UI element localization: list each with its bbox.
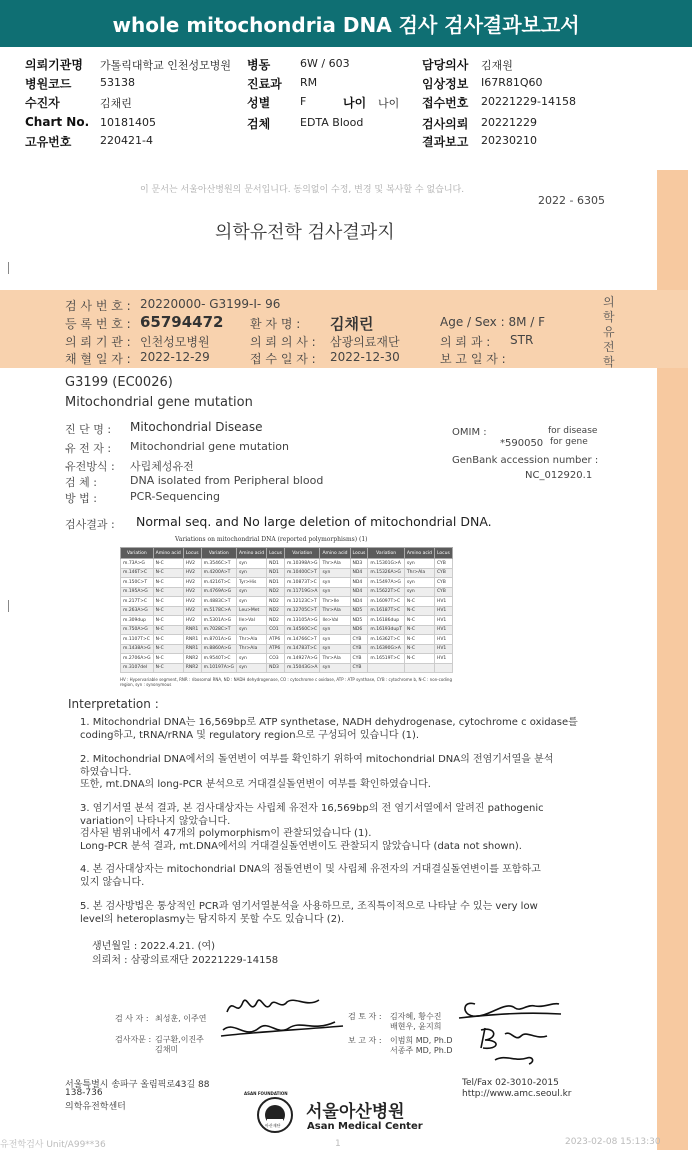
table-cell: N-C xyxy=(404,597,434,607)
interp-line: 4. 본 검사대상자는 mitochondrial DNA의 점돌연변이 및 사립체 유전자의 거대결실돌연변이를 포함하고 xyxy=(80,864,541,875)
table-cell: N-C xyxy=(153,663,183,673)
detail-inheritance-label: 유전방식 : xyxy=(65,460,115,473)
table-cell: m.4216T>C xyxy=(201,578,236,588)
value-doctor: 김재원 xyxy=(481,59,513,72)
table-cell: m.15043G>A xyxy=(284,663,319,673)
table-cell: ND1 xyxy=(267,578,285,588)
table-header-cell: Amino acid xyxy=(320,548,350,559)
table-cell: syn xyxy=(320,568,350,578)
table-cell: m.16186dup xyxy=(368,616,404,626)
interp-line: 있지 않습니다. xyxy=(80,876,145,888)
table-cell: ND2 xyxy=(267,587,285,597)
detail-specimen: DNA isolated from Peripheral blood xyxy=(130,474,324,487)
omim-disease: for disease xyxy=(548,426,598,436)
table-cell: m.10197A>G xyxy=(201,663,236,673)
label-age: 나이 xyxy=(343,96,367,110)
doctor-label: 의 뢰 의 사 : xyxy=(250,335,316,349)
table-header-cell: Variation xyxy=(121,548,154,559)
table-cell: Ile>Val xyxy=(320,616,350,626)
interp-line: 2. Mitochondrial DNA에서의 돌연변이 여부를 확인하기 위하여 mitochondrial DNA의 전염기서열을 분석 xyxy=(80,754,554,765)
table-cell: m.8701A>G xyxy=(201,635,236,645)
table-cell: HV2 xyxy=(183,578,201,588)
address-line-3: 의학유전학센터 xyxy=(65,1102,126,1112)
table-cell: CYB xyxy=(350,654,368,664)
table-cell: N-C xyxy=(153,578,183,588)
table-header-cell: Locus xyxy=(350,548,368,559)
interp-line: 또한, mt.DNA의 long-PCR 분석으로 거대결실돌연변이 여부를 확인하였습니다. xyxy=(80,779,431,790)
table-cell: syn xyxy=(320,625,350,635)
ward-label: 의 뢰 과 : xyxy=(440,335,491,349)
table-cell: N-C xyxy=(153,606,183,616)
table-cell: syn xyxy=(237,625,267,635)
label-institution: 의뢰기관명 xyxy=(25,58,83,72)
detail-diagnosis-label: 진 단 명 : xyxy=(65,423,112,436)
table-header-row xyxy=(121,548,453,559)
table-cell: m.750A>G xyxy=(121,625,154,635)
seal-inner-text: 아산재단 xyxy=(265,1123,281,1128)
omim-gene-no: *590050 xyxy=(500,438,544,449)
table-cell: ND4 xyxy=(350,597,368,607)
table-row xyxy=(121,559,453,569)
table-row xyxy=(121,587,453,597)
margin-mark-2 xyxy=(8,600,9,612)
table-cell: HV2 xyxy=(183,559,201,569)
asan-seal-icon xyxy=(250,1095,300,1135)
table-cell: ND6 xyxy=(350,625,368,635)
label-ward: 병동 xyxy=(247,58,271,72)
table-cell: N-C xyxy=(153,568,183,578)
table-cell: Ile>Val xyxy=(237,616,267,626)
table-header-cell: Locus xyxy=(434,548,452,559)
interp-line: Long-PCR 분석 결과, mt.DNA에서의 거대결실돌연변이도 관찰되지 않았습니다 (data not shown). xyxy=(80,840,522,852)
advisor-names-1: 김구환,이진주 xyxy=(155,1035,204,1044)
result-text: Normal seq. and No large deletion of mitochondrial DNA. xyxy=(136,514,492,529)
table-cell: ND3 xyxy=(267,663,285,673)
table-row xyxy=(121,578,453,588)
table-cell: m.4883C>T xyxy=(201,597,236,607)
table-cell: syn xyxy=(237,597,267,607)
table-cell: Tyr>His xyxy=(237,578,267,588)
table-cell: Thr>Ala xyxy=(320,559,350,569)
table-cell: ND4 xyxy=(350,578,368,588)
table-cell: m.146T>C xyxy=(121,568,154,578)
tester-signature xyxy=(215,990,350,1050)
table-cell: syn xyxy=(404,587,434,597)
banner-title: whole mitochondria DNA 검사 검사결과보고서 xyxy=(112,13,580,37)
test-code: G3199 (EC0026) xyxy=(65,375,173,390)
table-cell: N-C xyxy=(153,597,183,607)
interp-1 xyxy=(80,717,595,742)
seal-text: ASAN FOUNDATION xyxy=(244,1091,288,1096)
value-clinical-info: I67R81Q60 xyxy=(481,76,543,89)
age-sex: Age / Sex : 8M / F xyxy=(440,315,546,329)
table-cell: m.4769A>G xyxy=(201,587,236,597)
value-department: RM xyxy=(300,76,318,89)
tel-fax: Tel/Fax 02-3010-2015 xyxy=(462,1078,559,1088)
value-hospital-code: 53138 xyxy=(100,76,135,89)
table-cell: CYB xyxy=(350,644,368,654)
table-cell: m.14783T>C xyxy=(284,644,319,654)
table-row xyxy=(121,597,453,607)
table-cell: m.217T>C xyxy=(121,597,154,607)
table-cell: N-C xyxy=(404,635,434,645)
reg-no-label: 등 록 번 호 : xyxy=(65,317,131,331)
table-cell: HV2 xyxy=(183,616,201,626)
detail-inheritance: 사립체성유전 xyxy=(130,460,194,473)
table-cell: m.14560C>C xyxy=(284,625,319,635)
receipt-label: 접 수 일 자 : xyxy=(250,352,316,366)
table-cell: RNR2 xyxy=(183,663,201,673)
birth-date: 생년월일 : 2022.4.21. (여) xyxy=(92,941,216,952)
table-cell: Thr>Ala xyxy=(237,635,267,645)
hospital-name-kr: 서울아산병원 xyxy=(306,1102,405,1122)
table-row xyxy=(121,625,453,635)
table-cell: HV2 xyxy=(183,568,201,578)
table-cell: syn xyxy=(404,578,434,588)
table-cell: N-C xyxy=(153,625,183,635)
table-row xyxy=(121,616,453,626)
reporter-label: 보 고 자 : xyxy=(348,1036,382,1045)
reviewer-label: 검 토 자 : xyxy=(348,1012,382,1021)
patient-name-label: 환 자 명 : xyxy=(250,317,301,331)
collect-label: 채 혈 일 자 : xyxy=(65,352,131,366)
variation-table xyxy=(120,547,453,673)
reviewer-signature xyxy=(455,990,565,1070)
omim-gene: for gene xyxy=(550,437,588,447)
table-cell: m.12123C>T xyxy=(284,597,319,607)
label-department: 진료과 xyxy=(247,77,282,91)
label-report-date: 결과보고 xyxy=(422,135,469,149)
table-cell: N-C xyxy=(153,616,183,626)
table-row xyxy=(121,654,453,664)
table-cell: CO3 xyxy=(267,654,285,664)
table-row xyxy=(121,635,453,645)
table-cell: HV1 xyxy=(434,644,452,654)
report-banner xyxy=(0,0,692,47)
table-cell: m.150C>T xyxy=(121,578,154,588)
table-cell: m.16187T>C xyxy=(368,606,404,616)
interp-2 xyxy=(80,754,595,792)
detail-specimen-label: 검 체 : xyxy=(65,476,97,489)
table-cell: HV1 xyxy=(434,635,452,645)
footer-unit: 유전학검사 Unit/A99**36 xyxy=(0,1140,106,1150)
advisor-label: 검사자문 : xyxy=(115,1035,152,1044)
table-cell: N-C xyxy=(404,644,434,654)
document-title: 의학유전학 검사결과지 xyxy=(215,222,395,243)
value-chart-no: 10181405 xyxy=(100,116,156,129)
table-cell: N-C xyxy=(404,606,434,616)
table-cell: RNR1 xyxy=(183,635,201,645)
table-cell: m.10398A>G xyxy=(284,559,319,569)
table-cell: m.11719G>A xyxy=(284,587,319,597)
table-cell: m.10400C>T xyxy=(284,568,319,578)
table-header-cell: Variation xyxy=(284,548,319,559)
table-header-cell: Variation xyxy=(201,548,236,559)
value-patient: 김채린 xyxy=(100,97,132,110)
table-header-cell: Amino acid xyxy=(237,548,267,559)
table-cell: syn xyxy=(237,587,267,597)
interp-line: 검사된 범위내에서 47개의 polymorphism이 관찰되었습니다 (1). xyxy=(80,828,372,839)
table-cell: m.16097T>C xyxy=(368,597,404,607)
table-cell: RNR2 xyxy=(183,654,201,664)
address-line-1: 서울특별시 송파구 올림픽로43길 88 xyxy=(65,1080,210,1090)
table-cell: Leu>Met xyxy=(237,606,267,616)
table-cell: CYB xyxy=(434,568,452,578)
value-request-date: 20221229 xyxy=(481,116,537,129)
table-cell: m.9540T>C xyxy=(201,654,236,664)
form-number: 2022 - 6305 xyxy=(538,194,605,207)
interp-line: 1. Mitochondrial DNA는 16,569bp로 ATP synthetase, NADH dehydrogenase, cytochrome c oxidase를 xyxy=(80,717,578,728)
hospital-name-en: Asan Medical Center xyxy=(307,1121,423,1132)
table-cell: ND5 xyxy=(350,616,368,626)
label-receipt-no: 접수번호 xyxy=(422,96,469,110)
table-cell: CYB xyxy=(434,559,452,569)
tester-names: 최성훈, 이주연 xyxy=(155,1014,207,1023)
table-cell: m.16519T>C xyxy=(368,654,404,664)
table-cell: Thr>Ile xyxy=(320,597,350,607)
report-date-label: 보 고 일 자 : xyxy=(440,352,506,366)
table-cell: m.16390G>A xyxy=(368,644,404,654)
table-cell: HV1 xyxy=(434,597,452,607)
table-cell: m.15497A>G xyxy=(368,578,404,588)
table-cell: m.3107del xyxy=(121,663,154,673)
omim-label: OMIM : xyxy=(452,427,487,438)
table-cell: HV1 xyxy=(434,625,452,635)
table-cell: m.7028C>T xyxy=(201,625,236,635)
table-cell: ND1 xyxy=(267,559,285,569)
result-label: 검사결과 : xyxy=(65,518,115,531)
reporter-names-2: 서종주 MD, Ph.D xyxy=(390,1046,453,1055)
value-report-date: 20230210 xyxy=(481,134,537,147)
table-cell: m.5178C>A xyxy=(201,606,236,616)
table-cell: CO1 xyxy=(267,625,285,635)
table-cell: HV2 xyxy=(183,587,201,597)
table-cell: ATP6 xyxy=(267,635,285,645)
table-header-cell: Variation xyxy=(368,548,404,559)
receipt-date: 2022-12-30 xyxy=(330,350,400,364)
table-row xyxy=(121,644,453,654)
label-sex: 성별 xyxy=(247,96,271,110)
label-chart-no: Chart No. xyxy=(25,115,90,129)
detail-diagnosis: Mitochondrial Disease xyxy=(130,420,263,434)
detail-gene-label: 유 전 자 : xyxy=(65,442,112,455)
table-cell: HV2 xyxy=(183,597,201,607)
footer-timestamp: 2023-02-08 15:13:30 xyxy=(565,1137,661,1147)
table-cell: ND2 xyxy=(267,597,285,607)
table-cell: syn xyxy=(320,663,350,673)
table-header-cell: Amino acid xyxy=(153,548,183,559)
reviewer-names-2: 배현우, 윤지희 xyxy=(390,1022,442,1031)
margin-mark xyxy=(8,262,9,274)
institution: 인천성모병원 xyxy=(140,335,210,349)
table-footnote: HV : Hypervariable segment, RNR : ribosomal RNA, ND : NADH dehydrogenase, CO : cytochrome c oxidase, ATP : ATP synthase, CYB : cytochrome b, N-C : non-coding region, syn : synonymous xyxy=(120,677,452,687)
label-specimen: 검체 xyxy=(247,117,271,131)
interp-line: variation이 나타나지 않았습니다. xyxy=(80,815,231,827)
table-cell: N-C xyxy=(153,654,183,664)
value-sex: F xyxy=(300,95,307,108)
test-name: Mitochondrial gene mutation xyxy=(65,395,253,410)
table-cell: m.14927A>G xyxy=(284,654,319,664)
table-cell: CYB xyxy=(434,578,452,588)
table-cell: m.309dup xyxy=(121,616,154,626)
label-doctor: 담당의사 xyxy=(422,58,469,72)
table-cell: m.2706A>G xyxy=(121,654,154,664)
table-cell: syn xyxy=(320,635,350,645)
table-cell: m.4200A>T xyxy=(201,568,236,578)
reviewer-names-1: 김자혜, 황수진 xyxy=(390,1012,442,1021)
address-line-2: 138-736 xyxy=(65,1088,103,1098)
table-cell: N-C xyxy=(404,625,434,635)
table-row xyxy=(121,568,453,578)
label-request-date: 검사의뢰 xyxy=(422,117,469,131)
value-age: 나이 xyxy=(378,97,400,110)
table-cell: N-C xyxy=(153,644,183,654)
table-cell: Thr>Ala xyxy=(320,654,350,664)
collect-date: 2022-12-29 xyxy=(140,350,210,364)
table-cell: m.8860A>G xyxy=(201,644,236,654)
label-hospital-code: 병원코드 xyxy=(25,77,72,91)
doctor: 삼광의료재단 xyxy=(330,335,400,349)
tester-label: 검 사 자 : xyxy=(115,1014,149,1023)
advisor-names-2: 김채미 xyxy=(155,1045,179,1054)
table-cell: RNR1 xyxy=(183,625,201,635)
table-cell: ND2 xyxy=(267,606,285,616)
table-cell: ND4 xyxy=(350,587,368,597)
genbank-label: GenBank accession number : xyxy=(452,455,599,466)
ward: STR xyxy=(510,333,534,347)
table-caption: Variations on mitochondrial DNA (reported polymorphisms) (1) xyxy=(175,536,368,543)
detail-gene: Mitochondrial gene mutation xyxy=(130,440,289,453)
table-cell: HV1 xyxy=(434,654,452,664)
table-cell: syn xyxy=(320,644,350,654)
requester: 의뢰처 : 삼광의료재단 20221229-14158 xyxy=(92,955,279,966)
table-cell: syn xyxy=(237,663,267,673)
interp-line: 3. 염기서열 분석 결과, 본 검사대상자는 사립체 유전자 16,569bp의 전 염기서열에서 알려진 pathogenic xyxy=(80,803,544,814)
table-cell: HV2 xyxy=(183,606,201,616)
patient-name: 김채린 xyxy=(330,315,374,333)
table-row xyxy=(121,606,453,616)
institution-label: 의 뢰 기 관 : xyxy=(65,335,131,349)
table-cell: m.195A>G xyxy=(121,587,154,597)
footer-page: 1 xyxy=(335,1139,341,1149)
table-header-cell: Amino acid xyxy=(404,548,434,559)
table-cell: N-C xyxy=(153,635,183,645)
table-cell: m.10873T>C xyxy=(284,578,319,588)
table-cell: m.12705C>T xyxy=(284,606,319,616)
table-cell: m.15622T>C xyxy=(368,587,404,597)
table-cell xyxy=(404,663,434,673)
table-cell xyxy=(368,663,404,673)
label-unique-no: 고유번호 xyxy=(25,135,72,149)
interp-line: level의 heteroplasmy는 탐지하지 못할 수도 있습니다 (2). xyxy=(80,913,345,925)
table-cell: m.263A>G xyxy=(121,606,154,616)
detail-method-label: 방 법 : xyxy=(65,492,97,505)
interp-line: 하였습니다. xyxy=(80,766,132,778)
table-cell: syn xyxy=(320,587,350,597)
table-cell: m.1107T>C xyxy=(121,635,154,645)
interp-5 xyxy=(80,901,595,926)
table-cell: CYB xyxy=(350,663,368,673)
test-no: 20220000- G3199-I- 96 xyxy=(140,297,281,311)
table-cell: HV1 xyxy=(434,616,452,626)
reg-no: 65794472 xyxy=(140,313,224,331)
test-no-label: 검 사 번 호 : xyxy=(65,299,131,313)
table-cell: ND2 xyxy=(267,616,285,626)
interp-3 xyxy=(80,803,595,853)
table-cell: syn xyxy=(320,578,350,588)
reporter-names-1: 이범희 MD, Ph.D xyxy=(390,1036,453,1045)
table-cell: RNR1 xyxy=(183,644,201,654)
value-receipt-no: 20221229-14158 xyxy=(481,95,576,108)
label-clinical-info: 임상정보 xyxy=(422,77,469,91)
table-cell: m.73A>G xyxy=(121,559,154,569)
watermark-text: 이 문서는 서울아산병원의 문서입니다. 동의없이 수정, 변경 및 복사할 수 없습니다. xyxy=(140,185,465,195)
table-cell: m.1438A>G xyxy=(121,644,154,654)
table-cell: Thr>Ala xyxy=(320,606,350,616)
table-cell: m.13105A>G xyxy=(284,616,319,626)
table-cell: N-C xyxy=(404,616,434,626)
table-cell: syn xyxy=(237,654,267,664)
genbank-number: NC_012920.1 xyxy=(525,470,593,481)
detail-method: PCR-Sequencing xyxy=(130,490,220,503)
website-url: http://www.amc.seoul.kr xyxy=(462,1089,572,1099)
table-cell: N-C xyxy=(404,654,434,664)
table-header-cell: Locus xyxy=(183,548,201,559)
table-cell: HV1 xyxy=(434,606,452,616)
table-cell: N-C xyxy=(153,559,183,569)
value-institution: 가톨릭대학교 인천성모병원 xyxy=(100,59,232,72)
table-cell: m.16193dupT xyxy=(368,625,404,635)
interp-line: 5. 본 검사방법은 통상적인 PCR과 염기서열분석을 사용하므로, 조직특이적으로 나타날 수 있는 very low xyxy=(80,901,538,912)
table-cell: CYB xyxy=(350,635,368,645)
table-cell: ND1 xyxy=(267,568,285,578)
interp-4 xyxy=(80,864,595,889)
table-row xyxy=(121,663,453,673)
table-cell: CYB xyxy=(434,587,452,597)
table-header-cell: Locus xyxy=(267,548,285,559)
table-cell: m.3546C>T xyxy=(201,559,236,569)
label-patient: 수진자 xyxy=(25,96,60,110)
table-cell xyxy=(434,663,452,673)
table-cell: ND4 xyxy=(350,568,368,578)
value-specimen: EDTA Blood xyxy=(300,116,364,129)
table-cell: m.14766C>T xyxy=(284,635,319,645)
side-label: 의학유전학 xyxy=(603,295,615,369)
table-cell: m.5301A>G xyxy=(201,616,236,626)
table-cell: syn xyxy=(237,559,267,569)
table-cell: ND5 xyxy=(350,606,368,616)
table-cell: Thr>Ala xyxy=(404,568,434,578)
interp-line: coding하고, tRNA/rRNA 및 regulatory region으로 구성되어 있습니다 (1). xyxy=(80,729,420,741)
table-cell: m.15326A>G xyxy=(368,568,404,578)
table-cell: syn xyxy=(404,559,434,569)
value-unique-no: 220421-4 xyxy=(100,134,153,147)
table-cell: ATP6 xyxy=(267,644,285,654)
interpretation-title: Interpretation : xyxy=(68,697,159,711)
table-cell: syn xyxy=(237,568,267,578)
value-ward: 6W / 603 xyxy=(300,57,350,70)
table-cell: m.16362T>C xyxy=(368,635,404,645)
table-cell: m.15301G>A xyxy=(368,559,404,569)
table-cell: Thr>Ala xyxy=(237,644,267,654)
table-cell: ND3 xyxy=(350,559,368,569)
table-cell: N-C xyxy=(153,587,183,597)
